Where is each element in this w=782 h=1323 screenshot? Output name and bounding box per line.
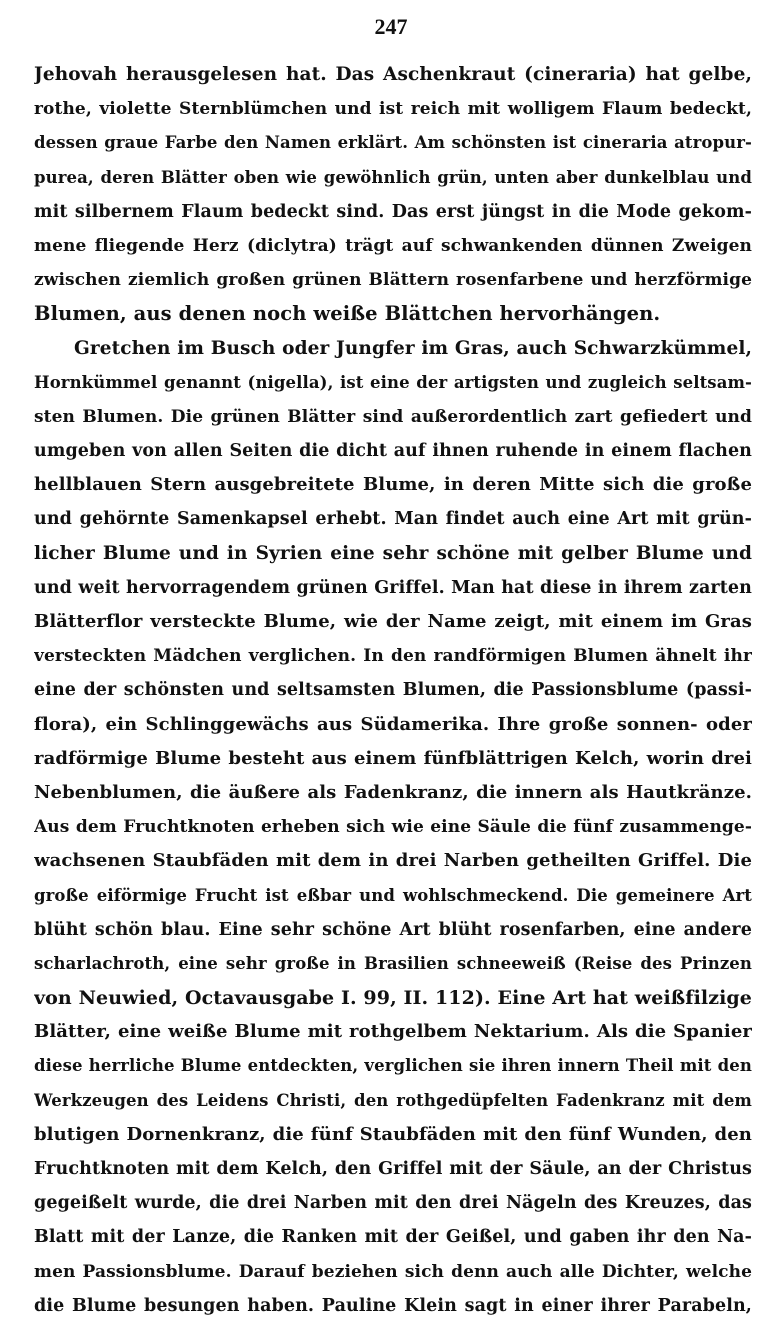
text-line: und gehörnte Samenkapsel erhebt. Man findet auch eine Art mit grün- xyxy=(34,509,752,530)
page-number: 247 xyxy=(374,14,408,39)
text-line: wachsenen Staubfäden mit dem in drei Narben getheilten Griffel. Die xyxy=(34,850,752,872)
text-line: gegeißelt wurde, die drei Narben mit den drei Nägeln des Kreuzes, das xyxy=(34,1193,752,1214)
text-line: dessen graue Farbe den Namen erklärt. Am schönsten ist cineraria atropur- xyxy=(34,133,752,153)
text-line: Gretchen im Busch oder Jungfer im Gras, auch Schwarzkümmel, xyxy=(74,337,752,359)
text-line: blutigen Dornenkranz, die fünf Staubfäden mit den fünf Wunden, den xyxy=(34,1123,752,1145)
text-line: hellblauen Stern ausgebreitete Blume, in deren Mitte sich die große xyxy=(34,474,752,496)
text-line: blüht schön blau. Eine sehr schöne Art blüht rosenfarben, eine andere xyxy=(34,919,752,940)
text-line: Blätter, eine weiße Blume mit rothgelbem Nektarium. Als die Spanier xyxy=(34,1021,752,1043)
text-line: Blatt mit der Lanze, die Ranken mit der Geißel, und gaben ihr den Na- xyxy=(34,1227,752,1248)
text-line: Jehovah herausgelesen hat. Das Aschenkraut (cineraria) hat gelbe, xyxy=(34,64,752,85)
text-line: mit silbernem Flaum bedeckt sind. Das erst jüngst in die Mode gekom- xyxy=(34,201,752,222)
text-line: Blätterflor versteckte Blume, wie der Name zeigt, mit einem im Gras xyxy=(34,611,752,632)
text-line: diese herrliche Blume entdeckten, verglichen sie ihren innern Theil mit den xyxy=(34,1056,752,1076)
text-line: scharlachroth, eine sehr große in Brasilien schneeweiß (Reise des Prinzen xyxy=(34,953,752,973)
text-line: Hornkümmel genannt (nigella), ist eine der artigsten und zugleich seltsam- xyxy=(34,372,752,392)
text-line: rothe, violette Sternblümchen und ist reich mit wolligem Flaum bedeckt, xyxy=(34,99,752,120)
text-line: Aus dem Fruchtknoten erheben sich wie eine Säule die fünf zusammenge- xyxy=(34,817,752,838)
text-line: eine der schönsten und seltsamsten Blumen, die Passionsblume (passi- xyxy=(34,680,752,701)
text-line: Werkzeugen des Leidens Christi, den rothgedüpfelten Fadenkranz mit dem xyxy=(34,1090,752,1110)
text-line: große eiförmige Frucht ist eßbar und wohlschmeckend. Die gemeinere Art xyxy=(34,885,752,905)
text-line: von Neuwied, Octavausgabe I. 99, II. 112). Eine Art hat weißfilzige xyxy=(34,987,752,1010)
text-line: versteckten Mädchen verglichen. In den randförmigen Blumen ähnelt ihr xyxy=(34,646,752,667)
text-line: zwischen ziemlich großen grünen Blättern rosenfarbene und herzförmige xyxy=(34,270,752,291)
text-line: purea, deren Blätter oben wie gewöhnlich grün, unten aber dunkelblau und xyxy=(34,167,752,187)
text-line: mene fliegende Herz (diclytra) trägt auf schwankenden dünnen Zweigen xyxy=(34,235,752,256)
text-line: und weit hervorragendem grünen Griffel. Man hat diese in ihrem zarten xyxy=(34,577,752,598)
text-line: radförmige Blume besteht aus einem fünfblättrigen Kelch, worin drei xyxy=(34,747,752,769)
body-text xyxy=(34,58,752,1323)
text-line: flora), ein Schlinggewächs aus Südamerika. Ihre große sonnen- oder xyxy=(34,713,752,735)
text-line: men Passionsblume. Darauf beziehen sich denn auch alle Dichter, welche xyxy=(34,1261,752,1282)
text-line: sten Blumen. Die grünen Blätter sind außerordentlich zart gefiedert und xyxy=(34,406,752,427)
text-line: Blumen, aus denen noch weiße Blättchen hervorhängen. xyxy=(34,302,661,326)
text-line: die Blume besungen haben. Pauline Klein sagt in einer ihrer Parabeln, xyxy=(34,1295,752,1316)
text-line: Fruchtknoten mit dem Kelch, den Griffel mit der Säule, an der Christus xyxy=(34,1159,752,1179)
text-line: licher Blume und in Syrien eine sehr schöne mit gelber Blume und xyxy=(34,542,752,564)
text-line: umgeben von allen Seiten die dicht auf ihnen ruhende in einem flachen xyxy=(34,441,752,462)
text-line: Nebenblumen, die äußere als Fadenkranz, die innern als Hautkränze. xyxy=(34,781,752,803)
